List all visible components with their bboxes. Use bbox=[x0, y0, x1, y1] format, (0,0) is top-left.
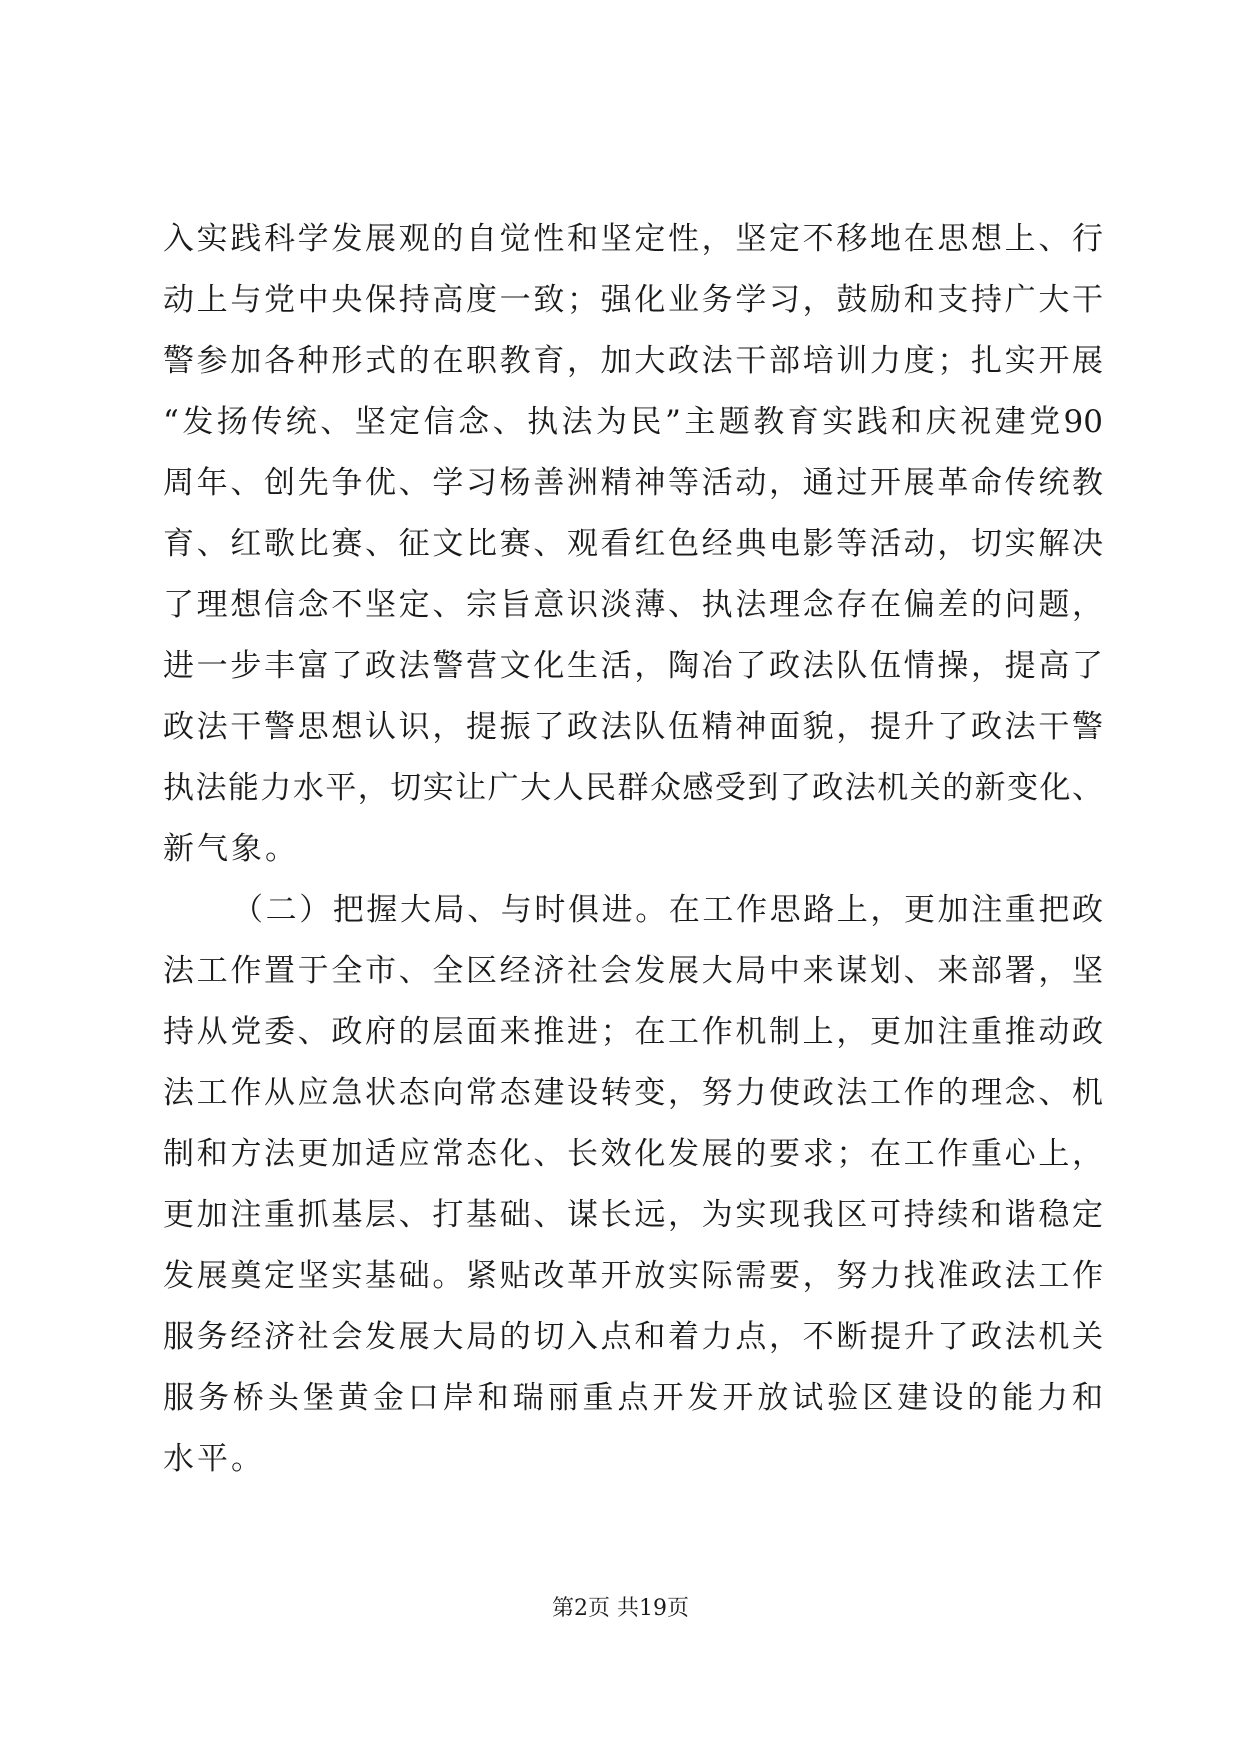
paragraph-line: 发展奠定坚实基础。紧贴改革开放实际需要，努力找准政法工作 bbox=[163, 1258, 1103, 1294]
paragraph-line: 进一步丰富了政法警营文化生活，陶冶了政法队伍情操，提高了 bbox=[163, 648, 1103, 684]
paragraph-line: 警参加各种形式的在职教育，加大政法干部培训力度；扎实开展 bbox=[163, 343, 1103, 379]
paragraph-line: 政法干警思想认识，提振了政法队伍精神面貌，提升了政法干警 bbox=[163, 709, 1103, 745]
section-heading-line: （二）把握大局、与时俱进。在工作思路上，更加注重把政 bbox=[232, 892, 1103, 928]
paragraph-line: 执法能力水平，切实让广大人民群众感受到了政法机关的新变化、 bbox=[163, 770, 1103, 806]
paragraph-line: 更加注重抓基层、打基础、谋长远，为实现我区可持续和谐稳定 bbox=[163, 1197, 1103, 1233]
paragraph-line: 服务经济社会发展大局的切入点和着力点，不断提升了政法机关 bbox=[163, 1319, 1103, 1355]
paragraph-line: 持从党委、政府的层面来推进；在工作机制上，更加注重推动政 bbox=[163, 1014, 1103, 1050]
paragraph-line: 服务桥头堡黄金口岸和瑞丽重点开发开放试验区建设的能力和 bbox=[163, 1380, 1103, 1416]
paragraph-line: 动上与党中央保持高度一致；强化业务学习，鼓励和支持广大干 bbox=[163, 282, 1103, 318]
paragraph-line: 法工作置于全市、全区经济社会发展大局中来谋划、来部署，坚 bbox=[163, 953, 1103, 989]
page-number-footer: 第2页 共19页 bbox=[552, 1596, 689, 1621]
paragraph-last-line: 新气象。 bbox=[163, 831, 299, 867]
paragraph-line: “发扬传统、坚定信念、执法为民”主题教育实践和庆祝建党90 bbox=[163, 404, 1103, 440]
paragraph-line: 制和方法更加适应常态化、长效化发展的要求；在工作重心上， bbox=[163, 1136, 1103, 1172]
paragraph-line: 育、红歌比赛、征文比赛、观看红色经典电影等活动，切实解决 bbox=[163, 526, 1103, 562]
paragraph-line: 周年、创先争优、学习杨善洲精神等活动，通过开展革命传统教 bbox=[163, 465, 1103, 501]
paragraph-last-line: 水平。 bbox=[163, 1441, 265, 1477]
paragraph-line: 法工作从应急状态向常态建设转变，努力使政法工作的理念、机 bbox=[163, 1075, 1103, 1111]
paragraph-line: 了理想信念不坚定、宗旨意识淡薄、执法理念存在偏差的问题， bbox=[163, 587, 1103, 623]
paragraph-line: 入实践科学发展观的自觉性和坚定性，坚定不移地在思想上、行 bbox=[163, 221, 1103, 257]
